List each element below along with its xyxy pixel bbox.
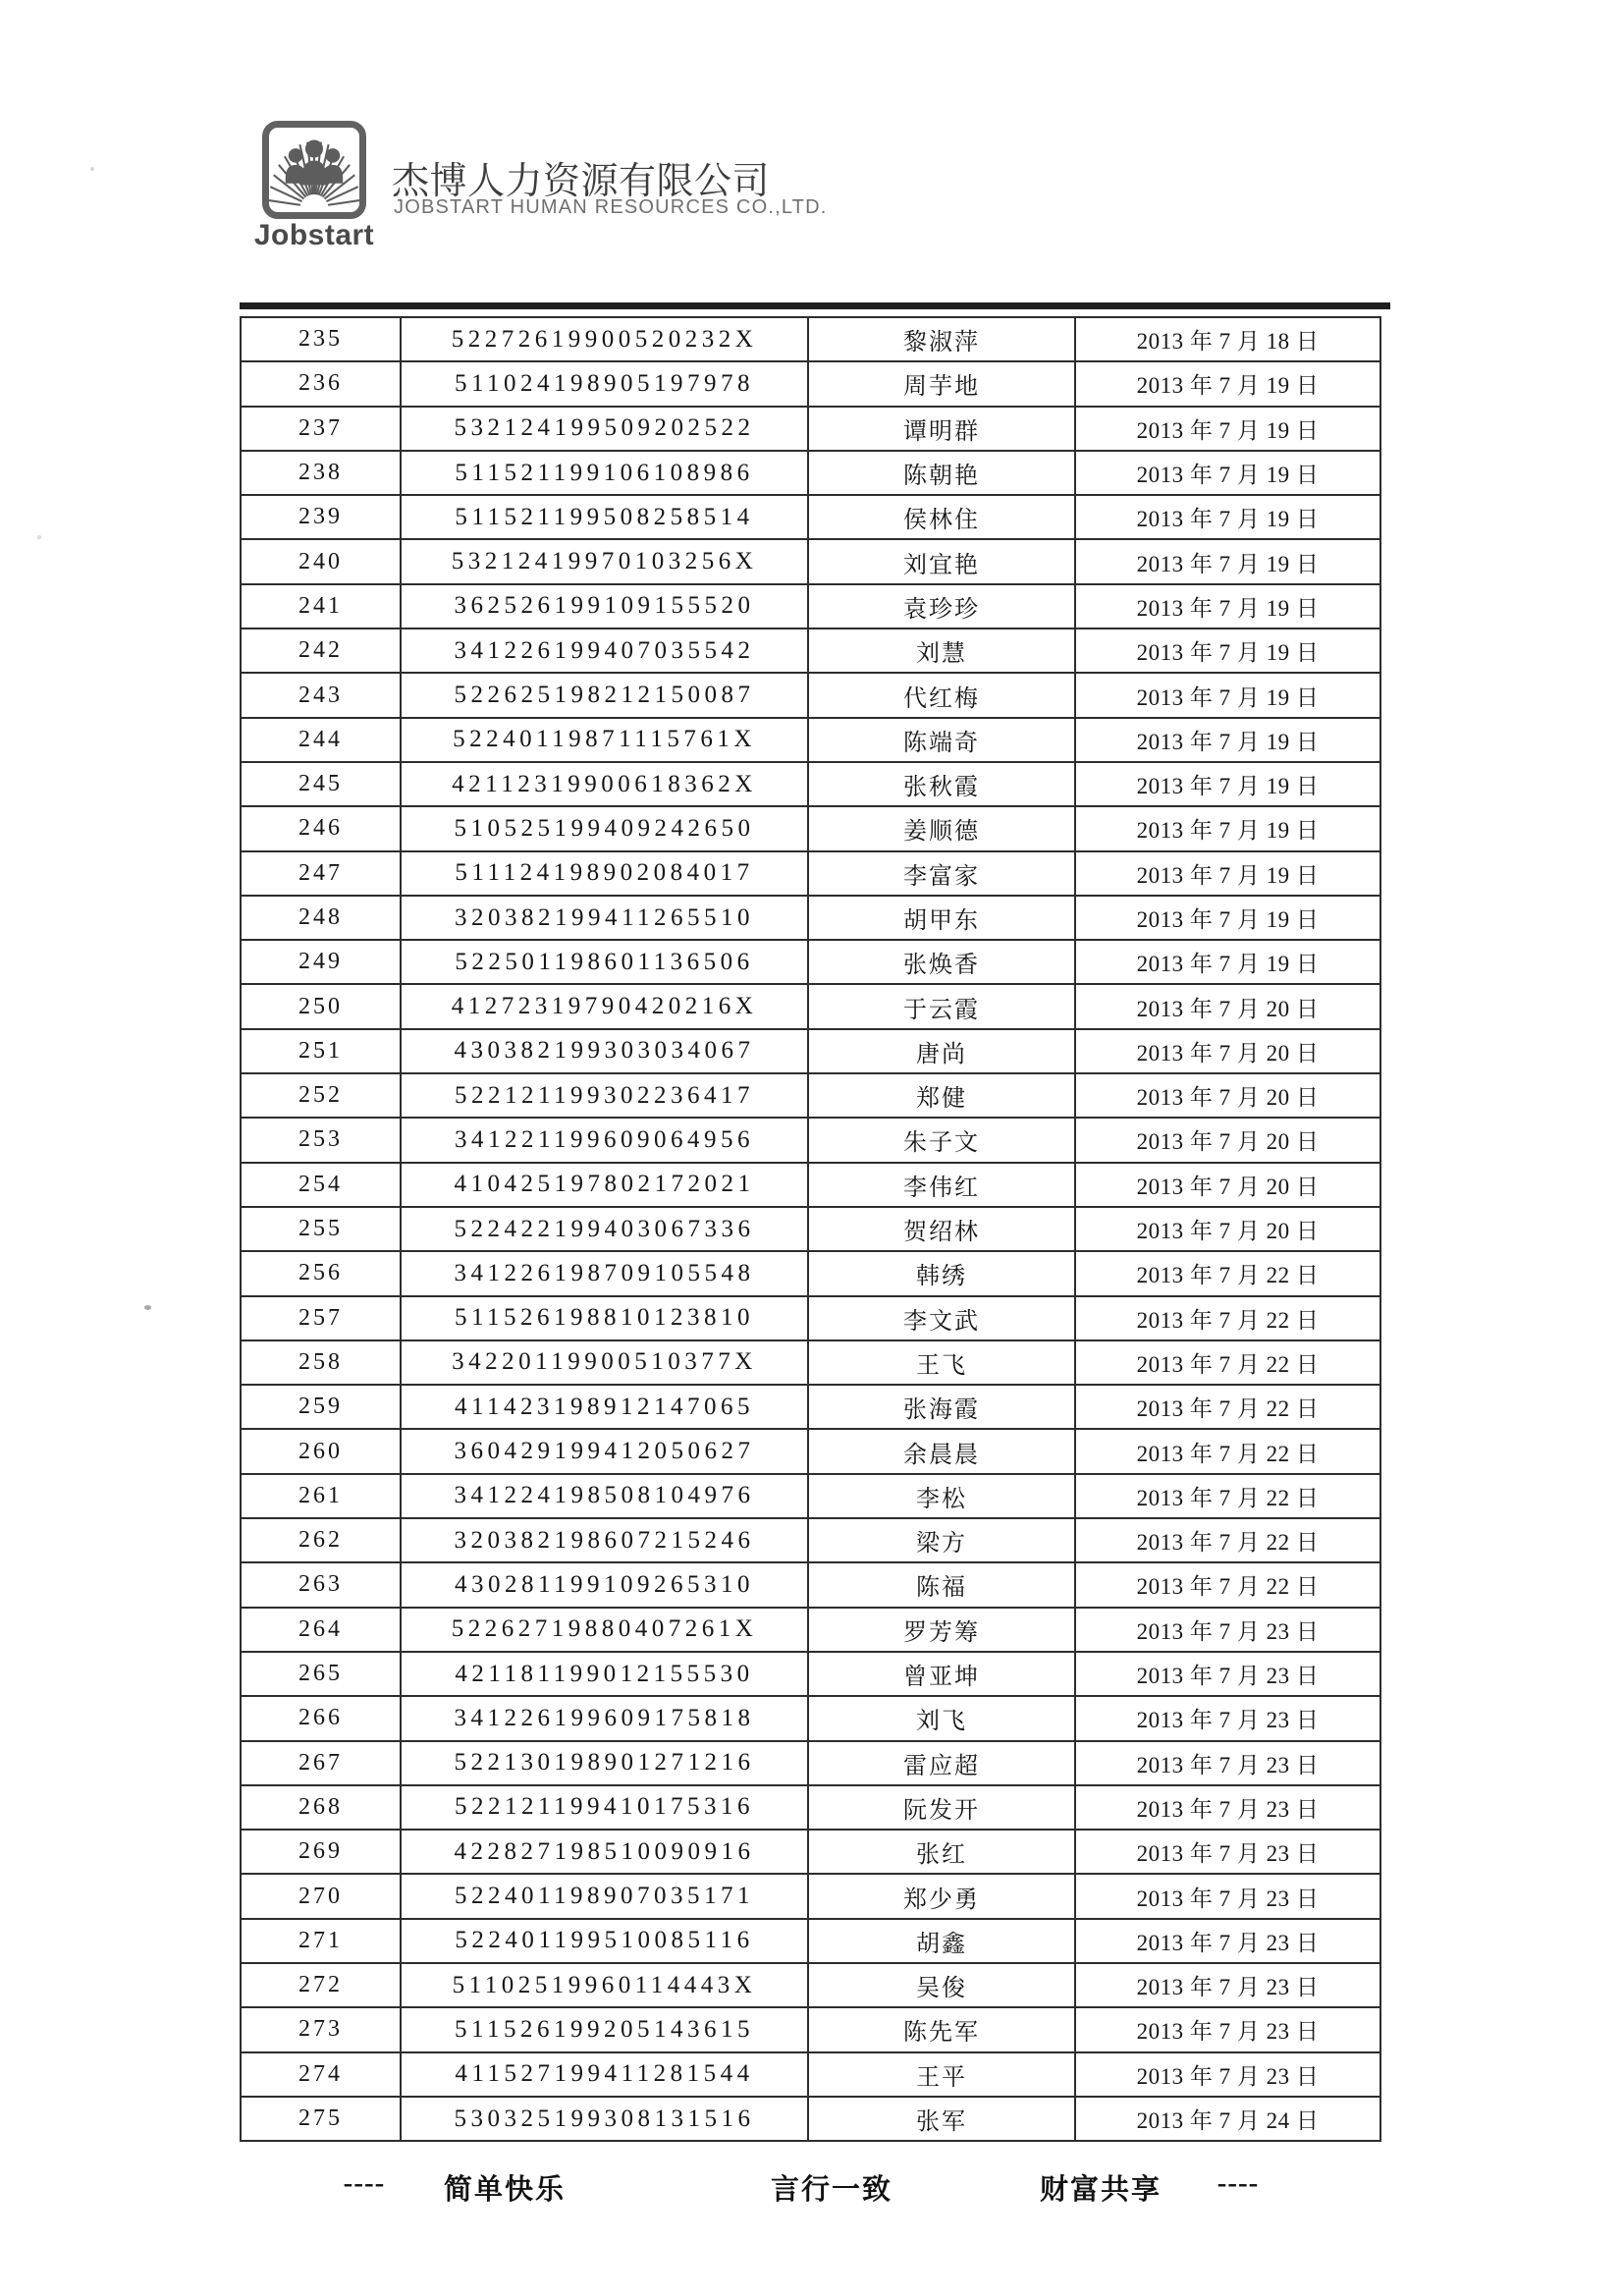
footer-slogan-wealth: 财富共享 bbox=[1039, 2174, 1163, 2206]
cell-date: 2013 年 7 月 18 日 bbox=[1075, 317, 1380, 361]
company-name-en: JOBSTART HUMAN RESOURCES CO.,LTD. bbox=[394, 196, 828, 218]
table-row bbox=[241, 1207, 1380, 1251]
cell-id: 341226198709105548 bbox=[401, 1251, 808, 1295]
cell-id: 522625198212150087 bbox=[401, 673, 808, 717]
table-row bbox=[241, 851, 1380, 896]
cell-id: 360429199412050627 bbox=[401, 1429, 808, 1473]
cell-no: 248 bbox=[241, 896, 401, 940]
cell-date: 2013 年 7 月 19 日 bbox=[1075, 718, 1380, 762]
cell-no: 267 bbox=[241, 1741, 401, 1785]
cell-id: 341221199609064956 bbox=[401, 1118, 808, 1162]
cell-date: 2013 年 7 月 19 日 bbox=[1075, 451, 1380, 495]
cell-date: 2013 年 7 月 20 日 bbox=[1075, 1163, 1380, 1207]
cell-date: 2013 年 7 月 19 日 bbox=[1075, 407, 1380, 451]
cell-no: 257 bbox=[241, 1296, 401, 1340]
cell-id: 522121199410175316 bbox=[401, 1785, 808, 1830]
cell-name: 张海霞 bbox=[808, 1385, 1075, 1429]
table-row bbox=[241, 718, 1380, 762]
cell-name: 唐尚 bbox=[808, 1029, 1075, 1073]
table-row bbox=[241, 1518, 1380, 1562]
cell-no: 244 bbox=[241, 718, 401, 762]
cell-no: 261 bbox=[241, 1474, 401, 1518]
footer-slogan-happy: 简单快乐 bbox=[443, 2174, 567, 2206]
cell-date: 2013 年 7 月 23 日 bbox=[1075, 1696, 1380, 1740]
cell-name: 郑健 bbox=[808, 1073, 1075, 1118]
table-row bbox=[241, 1118, 1380, 1162]
table-row bbox=[241, 673, 1380, 717]
cell-no: 263 bbox=[241, 1562, 401, 1607]
table-row bbox=[241, 495, 1380, 539]
table-row bbox=[241, 1874, 1380, 1918]
table-row bbox=[241, 1608, 1380, 1652]
cell-name: 梁方 bbox=[808, 1518, 1075, 1562]
cell-no: 251 bbox=[241, 1029, 401, 1073]
cell-date: 2013 年 7 月 22 日 bbox=[1075, 1385, 1380, 1429]
cell-no: 262 bbox=[241, 1518, 401, 1562]
table-row bbox=[241, 1696, 1380, 1740]
cell-date: 2013 年 7 月 23 日 bbox=[1075, 1652, 1380, 1696]
cell-date: 2013 年 7 月 19 日 bbox=[1075, 896, 1380, 940]
cell-id: 410425197802172021 bbox=[401, 1163, 808, 1207]
cell-no: 238 bbox=[241, 451, 401, 495]
cell-no: 259 bbox=[241, 1385, 401, 1429]
cell-date: 2013 年 7 月 20 日 bbox=[1075, 1207, 1380, 1251]
cell-no: 253 bbox=[241, 1118, 401, 1162]
cell-date: 2013 年 7 月 22 日 bbox=[1075, 1518, 1380, 1562]
table-row bbox=[241, 1340, 1380, 1385]
table-row bbox=[241, 1296, 1380, 1340]
cell-no: 255 bbox=[241, 1207, 401, 1251]
scan-speck bbox=[37, 535, 41, 539]
table-row bbox=[241, 1562, 1380, 1607]
table-row bbox=[241, 539, 1380, 583]
table-row bbox=[241, 762, 1380, 806]
cell-no: 246 bbox=[241, 806, 401, 850]
cell-name: 胡甲东 bbox=[808, 896, 1075, 940]
cell-id: 511526198810123810 bbox=[401, 1296, 808, 1340]
cell-name: 李富家 bbox=[808, 851, 1075, 896]
cell-name: 袁珍珍 bbox=[808, 584, 1075, 629]
cell-id: 522130198901271216 bbox=[401, 1741, 808, 1785]
cell-no: 254 bbox=[241, 1163, 401, 1207]
table-row bbox=[241, 1385, 1380, 1429]
cell-date: 2013 年 7 月 23 日 bbox=[1075, 1741, 1380, 1785]
cell-date: 2013 年 7 月 23 日 bbox=[1075, 1874, 1380, 1918]
cell-id: 52262719880407261X bbox=[401, 1608, 808, 1652]
cell-id: 341226199609175818 bbox=[401, 1696, 808, 1740]
cell-date: 2013 年 7 月 20 日 bbox=[1075, 984, 1380, 1028]
cell-date: 2013 年 7 月 19 日 bbox=[1075, 673, 1380, 717]
cell-id: 511526199205143615 bbox=[401, 2007, 808, 2051]
cell-id: 52240119871115761X bbox=[401, 718, 808, 762]
cell-name: 李文武 bbox=[808, 1296, 1075, 1340]
cell-id: 52272619900520232X bbox=[401, 317, 808, 361]
cell-id: 411423198912147065 bbox=[401, 1385, 808, 1429]
cell-name: 王平 bbox=[808, 2052, 1075, 2097]
table-row bbox=[241, 317, 1380, 361]
table-row bbox=[241, 1919, 1380, 1963]
cell-no: 272 bbox=[241, 1963, 401, 2007]
footer-dash-left: ---- bbox=[343, 2167, 386, 2199]
cell-name: 黎淑萍 bbox=[808, 317, 1075, 361]
cell-no: 269 bbox=[241, 1830, 401, 1874]
cell-name: 阮发开 bbox=[808, 1785, 1075, 1830]
cell-no: 271 bbox=[241, 1919, 401, 1963]
cell-no: 245 bbox=[241, 762, 401, 806]
cell-date: 2013 年 7 月 19 日 bbox=[1075, 584, 1380, 629]
scan-speck bbox=[90, 167, 94, 171]
cell-id: 511124198902084017 bbox=[401, 851, 808, 896]
cell-name: 胡鑫 bbox=[808, 1919, 1075, 1963]
table-row bbox=[241, 361, 1380, 406]
cell-date: 2013 年 7 月 23 日 bbox=[1075, 1919, 1380, 1963]
cell-name: 谭明群 bbox=[808, 407, 1075, 451]
cell-id: 522121199302236417 bbox=[401, 1073, 808, 1118]
cell-id: 41272319790420216X bbox=[401, 984, 808, 1028]
table-row bbox=[241, 2097, 1380, 2141]
table-row bbox=[241, 451, 1380, 495]
cell-date: 2013 年 7 月 22 日 bbox=[1075, 1474, 1380, 1518]
cell-id: 511521199508258514 bbox=[401, 495, 808, 539]
cell-name: 李伟红 bbox=[808, 1163, 1075, 1207]
cell-no: 252 bbox=[241, 1073, 401, 1118]
cell-id: 320382198607215246 bbox=[401, 1518, 808, 1562]
cell-date: 2013 年 7 月 22 日 bbox=[1075, 1296, 1380, 1340]
cell-no: 256 bbox=[241, 1251, 401, 1295]
table-row bbox=[241, 584, 1380, 629]
cell-id: 42112319900618362X bbox=[401, 762, 808, 806]
cell-date: 2013 年 7 月 19 日 bbox=[1075, 495, 1380, 539]
cell-date: 2013 年 7 月 23 日 bbox=[1075, 1830, 1380, 1874]
cell-date: 2013 年 7 月 20 日 bbox=[1075, 1029, 1380, 1073]
table-row bbox=[241, 2007, 1380, 2051]
cell-date: 2013 年 7 月 24 日 bbox=[1075, 2097, 1380, 2141]
records-table-body bbox=[241, 317, 1380, 2141]
cell-name: 韩绣 bbox=[808, 1251, 1075, 1295]
cell-name: 张焕香 bbox=[808, 940, 1075, 984]
cell-name: 张军 bbox=[808, 2097, 1075, 2141]
records-table bbox=[240, 316, 1381, 2142]
cell-date: 2013 年 7 月 19 日 bbox=[1075, 806, 1380, 850]
table-row bbox=[241, 1830, 1380, 1874]
cell-id: 422827198510090916 bbox=[401, 1830, 808, 1874]
cell-name: 朱子文 bbox=[808, 1118, 1075, 1162]
cell-date: 2013 年 7 月 23 日 bbox=[1075, 2052, 1380, 2097]
cell-no: 241 bbox=[241, 584, 401, 629]
cell-name: 余晨晨 bbox=[808, 1429, 1075, 1473]
cell-id: 530325199308131516 bbox=[401, 2097, 808, 2141]
cell-name: 陈福 bbox=[808, 1562, 1075, 1607]
cell-no: 242 bbox=[241, 629, 401, 673]
company-name-zh: 杰博人力资源有限公司 bbox=[392, 161, 771, 202]
scan-speck bbox=[144, 1305, 151, 1310]
cell-no: 260 bbox=[241, 1429, 401, 1473]
jobstart-logo bbox=[262, 121, 366, 219]
table-row bbox=[241, 407, 1380, 451]
cell-date: 2013 年 7 月 19 日 bbox=[1075, 539, 1380, 583]
cell-id: 320382199411265510 bbox=[401, 896, 808, 940]
cell-no: 264 bbox=[241, 1608, 401, 1652]
cell-no: 270 bbox=[241, 1874, 401, 1918]
cell-no: 274 bbox=[241, 2052, 401, 2097]
cell-name: 吴俊 bbox=[808, 1963, 1075, 2007]
cell-id: 51102519960114443X bbox=[401, 1963, 808, 2007]
cell-date: 2013 年 7 月 19 日 bbox=[1075, 361, 1380, 406]
cell-no: 250 bbox=[241, 984, 401, 1028]
table-row bbox=[241, 984, 1380, 1028]
cell-name: 周芋地 bbox=[808, 361, 1075, 406]
cell-id: 430281199109265310 bbox=[401, 1562, 808, 1607]
cell-date: 2013 年 7 月 19 日 bbox=[1075, 851, 1380, 896]
table-row bbox=[241, 1029, 1380, 1073]
cell-id: 522401199510085116 bbox=[401, 1919, 808, 1963]
cell-name: 张秋霞 bbox=[808, 762, 1075, 806]
cell-name: 郑少勇 bbox=[808, 1874, 1075, 1918]
cell-date: 2013 年 7 月 19 日 bbox=[1075, 629, 1380, 673]
cell-date: 2013 年 7 月 20 日 bbox=[1075, 1073, 1380, 1118]
cell-id: 532124199509202522 bbox=[401, 407, 808, 451]
cell-name: 代红梅 bbox=[808, 673, 1075, 717]
cell-name: 刘飞 bbox=[808, 1696, 1075, 1740]
table-row bbox=[241, 1741, 1380, 1785]
cell-no: 236 bbox=[241, 361, 401, 406]
cell-date: 2013 年 7 月 23 日 bbox=[1075, 1785, 1380, 1830]
cell-no: 265 bbox=[241, 1652, 401, 1696]
cell-date: 2013 年 7 月 23 日 bbox=[1075, 2007, 1380, 2051]
cell-id: 53212419970103256X bbox=[401, 539, 808, 583]
cell-no: 273 bbox=[241, 2007, 401, 2051]
cell-date: 2013 年 7 月 19 日 bbox=[1075, 940, 1380, 984]
cell-name: 曾亚坤 bbox=[808, 1652, 1075, 1696]
cell-name: 刘慧 bbox=[808, 629, 1075, 673]
table-row bbox=[241, 629, 1380, 673]
table-row bbox=[241, 2052, 1380, 2097]
cell-name: 贺绍林 bbox=[808, 1207, 1075, 1251]
cell-id: 522422199403067336 bbox=[401, 1207, 808, 1251]
cell-id: 522401198907035171 bbox=[401, 1874, 808, 1918]
cell-id: 421181199012155530 bbox=[401, 1652, 808, 1696]
cell-no: 239 bbox=[241, 495, 401, 539]
table-row bbox=[241, 1652, 1380, 1696]
cell-date: 2013 年 7 月 22 日 bbox=[1075, 1429, 1380, 1473]
table-row bbox=[241, 940, 1380, 984]
cell-date: 2013 年 7 月 22 日 bbox=[1075, 1340, 1380, 1385]
table-row bbox=[241, 1429, 1380, 1473]
cell-id: 522501198601136506 bbox=[401, 940, 808, 984]
cell-name: 刘宜艳 bbox=[808, 539, 1075, 583]
cell-date: 2013 年 7 月 19 日 bbox=[1075, 762, 1380, 806]
cell-no: 266 bbox=[241, 1696, 401, 1740]
cell-id: 511024198905197978 bbox=[401, 361, 808, 406]
cell-name: 陈端奇 bbox=[808, 718, 1075, 762]
cell-name: 张红 bbox=[808, 1830, 1075, 1874]
cell-date: 2013 年 7 月 23 日 bbox=[1075, 1963, 1380, 2007]
divider-rule bbox=[240, 302, 1390, 309]
cell-no: 235 bbox=[241, 317, 401, 361]
cell-no: 240 bbox=[241, 539, 401, 583]
table-row bbox=[241, 1963, 1380, 2007]
table-row bbox=[241, 1785, 1380, 1830]
cell-id: 510525199409242650 bbox=[401, 806, 808, 850]
cell-no: 237 bbox=[241, 407, 401, 451]
table-row bbox=[241, 1474, 1380, 1518]
footer-slogan-consistent: 言行一致 bbox=[770, 2174, 893, 2206]
cell-id: 411527199411281544 bbox=[401, 2052, 808, 2097]
footer-dash-right: ---- bbox=[1217, 2167, 1260, 2199]
table-row bbox=[241, 896, 1380, 940]
cell-no: 258 bbox=[241, 1340, 401, 1385]
cell-id: 341224198508104976 bbox=[401, 1474, 808, 1518]
cell-date: 2013 年 7 月 20 日 bbox=[1075, 1118, 1380, 1162]
table-row bbox=[241, 806, 1380, 850]
logo-brand-text: Jobstart bbox=[253, 219, 375, 251]
cell-no: 268 bbox=[241, 1785, 401, 1830]
cell-name: 雷应超 bbox=[808, 1741, 1075, 1785]
cell-no: 247 bbox=[241, 851, 401, 896]
cell-name: 罗芳筹 bbox=[808, 1608, 1075, 1652]
cell-no: 249 bbox=[241, 940, 401, 984]
cell-date: 2013 年 7 月 23 日 bbox=[1075, 1608, 1380, 1652]
cell-no: 275 bbox=[241, 2097, 401, 2141]
cell-id: 362526199109155520 bbox=[401, 584, 808, 629]
people-sunburst-icon bbox=[269, 128, 359, 212]
cell-name: 王飞 bbox=[808, 1340, 1075, 1385]
cell-name: 于云霞 bbox=[808, 984, 1075, 1028]
cell-name: 李松 bbox=[808, 1474, 1075, 1518]
cell-date: 2013 年 7 月 22 日 bbox=[1075, 1562, 1380, 1607]
cell-id: 341226199407035542 bbox=[401, 629, 808, 673]
cell-name: 姜顺德 bbox=[808, 806, 1075, 850]
cell-date: 2013 年 7 月 22 日 bbox=[1075, 1251, 1380, 1295]
cell-id: 511521199106108986 bbox=[401, 451, 808, 495]
cell-name: 陈先军 bbox=[808, 2007, 1075, 2051]
cell-name: 陈朝艳 bbox=[808, 451, 1075, 495]
cell-id: 34220119900510377X bbox=[401, 1340, 808, 1385]
table-row bbox=[241, 1163, 1380, 1207]
table-row bbox=[241, 1073, 1380, 1118]
cell-name: 侯林住 bbox=[808, 495, 1075, 539]
cell-id: 430382199303034067 bbox=[401, 1029, 808, 1073]
table-row bbox=[241, 1251, 1380, 1295]
cell-no: 243 bbox=[241, 673, 401, 717]
